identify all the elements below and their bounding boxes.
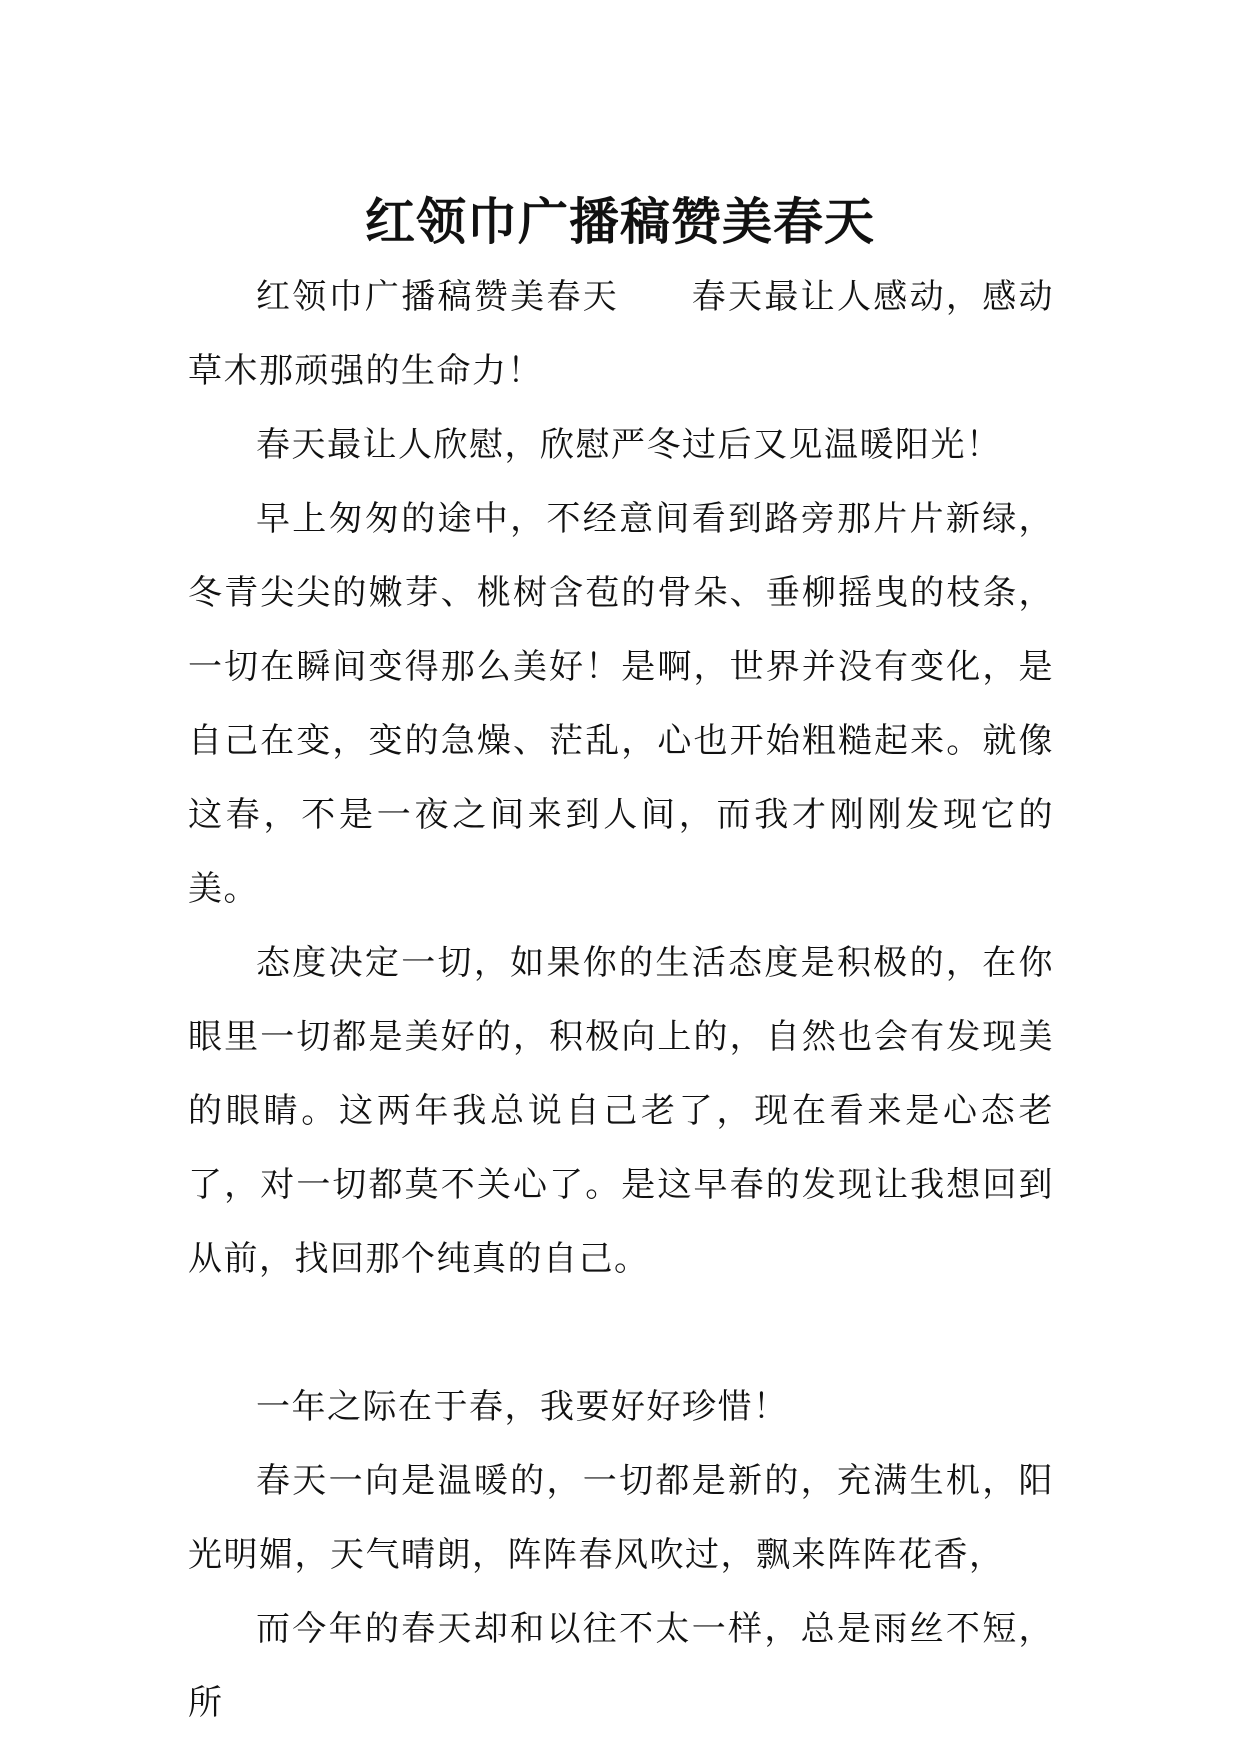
paragraph-3: 早上匆匆的途中，不经意间看到路旁那片片新绿，冬青尖尖的嫩芽、桃树含苞的骨朵、垂柳摇曳的枝条，一切在瞬间变得那么美好！是啊，世界并没有变化，是自己在变，变的急燥、茫乱，心也开始粗糙起来。就像这春，不是一夜之间来到人间，而我才刚刚发现它的美。 <box>188 499 1054 909</box>
document-title: 红领巾广播稿赞美春天 <box>365 191 875 251</box>
paragraph-spacer <box>188 1296 1054 1370</box>
paragraph-5: 一年之际在于春，我要好好珍惜！ <box>256 1387 789 1427</box>
paragraph-2: 春天最让人欣慰，欣慰严冬过后又见温暖阳光！ <box>256 425 1002 465</box>
paragraph-7: 而今年的春天却和以往不太一样，总是雨丝不短，所 <box>188 1609 1054 1723</box>
paragraph-6: 春天一向是温暖的，一切都是新的，充满生机，阳光明媚，天气晴朗，阵阵春风吹过，飘来阵阵花香， <box>188 1461 1054 1575</box>
paragraph-1: 红领巾广播稿赞美春天 春天最让人感动，感动草木那顽强的生命力！ <box>188 277 1054 391</box>
paragraph-4: 态度决定一切，如果你的生活态度是积极的，在你眼里一切都是美好的，积极向上的，自然也会有发现美的眼睛。这两年我总说自己老了，现在看来是心态老了，对一切都莫不关心了。是这早春的发现让我想回到从前，找回那个纯真的自己。 <box>188 943 1054 1279</box>
document-body <box>188 260 1054 1740</box>
